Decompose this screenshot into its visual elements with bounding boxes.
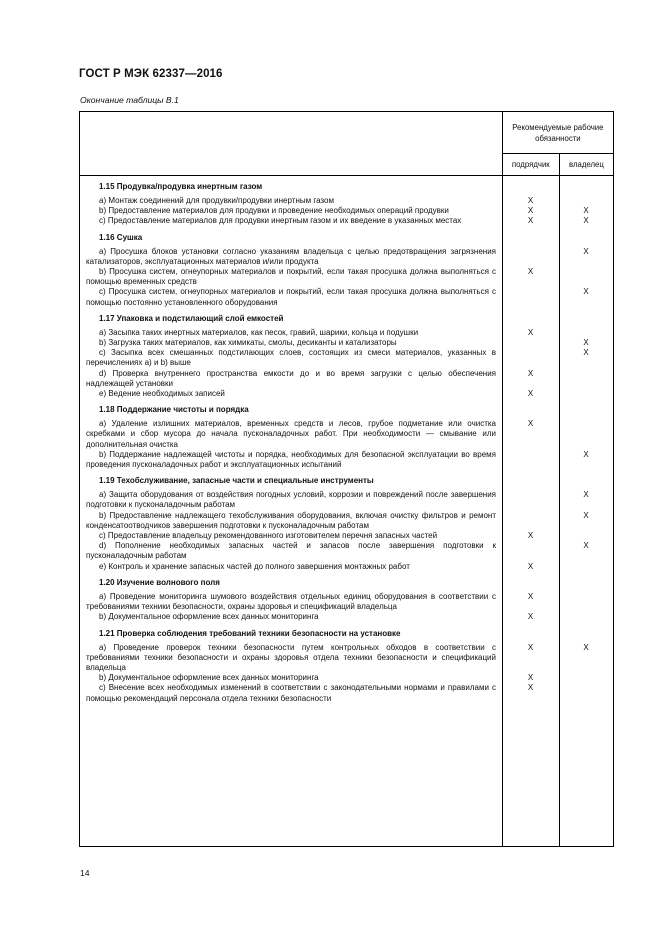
contractor-mark: X <box>527 683 534 693</box>
table-row <box>80 673 613 683</box>
contractor-mark: X <box>527 673 534 683</box>
duty-text: е) Контроль и хранение запасных частей до полного завершения монтажных работ <box>99 561 410 571</box>
table-row <box>80 541 613 561</box>
owner-mark: X <box>583 642 589 652</box>
table-section <box>80 227 613 308</box>
contractor-mark <box>502 450 559 470</box>
contractor-mark <box>502 338 559 348</box>
duties-table <box>79 111 614 847</box>
duty-text: с) Предоставление владельцу рекомендованного изготовителем перечня запасных частей <box>99 531 438 541</box>
contractor-mark <box>502 287 559 307</box>
contractor-mark: X <box>527 368 534 378</box>
section-title: 1.15 Продувка/продувка инертным газом <box>99 182 263 191</box>
contractor-mark <box>502 541 559 561</box>
contractor-mark: X <box>527 206 534 216</box>
contractor-mark: X <box>527 389 534 399</box>
table-row <box>80 592 613 612</box>
owner-mark <box>559 419 613 450</box>
owner-mark <box>559 328 613 338</box>
duty-text: а) Монтаж соединений для продувки/продувки инертным газом <box>99 196 334 205</box>
owner-mark: X <box>583 246 589 256</box>
contractor-mark: X <box>527 196 534 205</box>
header-blank-cell <box>80 112 503 176</box>
duty-text: d) Проверка внутреннего пространства емкости до и во время загрузки с целью обеспечения надлежащей установки <box>86 368 496 388</box>
duty-text: с) Внесение всех необходимых изменений в соответствии с законодательными нормами и правилами с помощью рекомендаций персонала отдела техники безопасности <box>86 683 496 703</box>
table-section <box>80 572 613 623</box>
duty-text: b) Предоставление материалов для продувки и проведение необходимых операций продувки <box>99 206 449 216</box>
duty-text: d) Пополнение необходимых запасных частей и запасов после завершения подготовки к пусконаладочным работам <box>86 541 496 561</box>
duty-text: е) Ведение необходимых записей <box>99 389 225 399</box>
owner-mark <box>559 369 613 389</box>
owner-mark <box>559 267 613 287</box>
table-section <box>80 623 613 704</box>
contractor-mark <box>502 247 559 267</box>
duty-text: b) Документальное оформление всех данных мониторинга <box>99 612 319 622</box>
contractor-mark: X <box>527 531 534 541</box>
duty-text: а) Просушка блоков установки согласно указаниям владельца с целью предотвращения загрязнения катализаторов, эксплуатационных материалов и/или продукта <box>86 246 496 266</box>
owner-mark: X <box>583 287 589 297</box>
owner-mark <box>559 683 613 703</box>
duty-text: b) Просушка систем, огнеупорных материалов и покрытий, если такая просушка должна выполняться с помощью временных средств <box>86 267 496 287</box>
duty-text: b) Загрузка таких материалов, как химикаты, смолы, десиканты и катализаторы <box>99 338 397 348</box>
recommended-duties-label: Рекомендуемые рабочие обязанности <box>512 122 604 143</box>
contractor-mark: X <box>527 419 534 429</box>
contractor-mark: X <box>527 267 534 277</box>
contractor-mark: X <box>527 561 534 571</box>
section-title: 1.19 Техобслуживание, запасные части и специальные инструменты <box>99 476 374 486</box>
owner-mark <box>559 389 613 399</box>
duty-text: а) Удаление излишних материалов, временных средств и лесов, грубое подметание или очистка скребками и сбор мусора до начала пусконаладочных работ. При необходимости — смывание или дополнительная очистка <box>86 419 496 449</box>
table-row <box>80 389 613 399</box>
contractor-column-header: подрядчик <box>502 154 559 176</box>
table-row <box>80 450 613 470</box>
table-row <box>80 562 613 572</box>
section-title: 1.16 Сушка <box>99 232 143 242</box>
owner-mark: X <box>583 541 589 551</box>
table-row <box>80 216 613 226</box>
table-continuation-caption: Окончание таблицы В.1 <box>80 95 179 105</box>
table-section <box>80 176 613 227</box>
owner-mark <box>559 592 613 612</box>
duty-text: а) Проведение проверок техники безопасности путем контрольных обходов в соответствии с требованиями техники безопасности и охраны здоровья отдела техники безопасности и спецификаций владельца <box>86 642 496 672</box>
owner-mark: X <box>583 348 589 358</box>
table-row <box>80 287 613 307</box>
owner-mark: X <box>583 490 589 500</box>
contractor-mark: X <box>527 327 534 337</box>
owner-mark <box>559 612 613 622</box>
duty-text: а) Засыпка таких инертных материалов, как песок, гравий, шарики, кольца и подушки <box>99 327 419 337</box>
section-title: 1.18 Поддержание чистоты и порядка <box>99 405 249 415</box>
contractor-mark <box>502 348 559 368</box>
table-section <box>80 308 613 399</box>
owner-mark <box>559 196 613 206</box>
duty-text: b) Поддержание надлежащей чистоты и порядка, необходимых для безопасной эксплуатации во время проведения пусконаладочных работ и эксплуатационных испытаний <box>86 449 496 470</box>
standard-title: ГОСТ Р МЭК 62337—2016 <box>79 68 223 80</box>
table-row <box>80 419 613 450</box>
table-row <box>80 683 613 703</box>
contractor-mark: X <box>527 216 534 226</box>
contractor-mark: X <box>527 591 534 601</box>
table-row <box>80 247 613 267</box>
table-section <box>80 470 613 572</box>
table-row <box>80 338 613 348</box>
table-row <box>80 511 613 531</box>
duty-text: а) Проведение мониторинга шумового воздействия отдельных единиц оборудования в соответствии с требованиями техники безопасности, охраны здоровья и спецификаций владельца <box>86 591 496 612</box>
owner-mark: X <box>583 206 589 216</box>
owner-mark: X <box>583 449 589 459</box>
contractor-mark <box>502 490 559 510</box>
duty-text: с) Предоставление материалов для продувки инертным газом и их введение в указанных местах <box>99 216 462 226</box>
table-body-cell <box>80 176 614 847</box>
contractor-mark: X <box>527 612 534 622</box>
section-title: 1.20 Изучение волнового поля <box>99 577 220 587</box>
duty-text: с) Засыпка всех смешанных подстилающих слоев, состоящих из смеси материалов, указанных в перечислениях а) и b) выше <box>86 348 496 368</box>
owner-column-header: владелец <box>559 154 613 176</box>
table-row <box>80 206 613 216</box>
recommended-duties-header <box>502 112 613 154</box>
table-row <box>80 490 613 510</box>
owner-mark: X <box>583 338 589 348</box>
contractor-mark: X <box>527 642 534 652</box>
table-section <box>80 399 613 470</box>
section-title: 1.21 Проверка соблюдения требований техники безопасности на установке <box>99 628 401 638</box>
table-row <box>80 328 613 338</box>
duty-text: а) Защита оборудования от воздействия погодных условий, коррозии и повреждений после завершения подготовки к пусконаладочным работам <box>86 490 496 510</box>
table-row <box>80 643 613 674</box>
table-row <box>80 531 613 541</box>
page-number: 14 <box>80 868 90 878</box>
duty-text: с) Просушка систем, огнеупорных материалов и покрытий, если такая просушка должна выполняться с помощью постоянно установленного оборудования <box>86 287 496 307</box>
owner-mark <box>559 562 613 572</box>
table-row <box>80 267 613 287</box>
section-title: 1.17 Упаковка и подстилающий слой емкостей <box>99 313 284 323</box>
sections-container <box>80 176 613 704</box>
owner-mark: X <box>583 216 589 226</box>
duty-text: b) Документальное оформление всех данных мониторинга <box>99 673 319 683</box>
owner-mark <box>559 673 613 683</box>
duty-text: b) Предоставление надлежащего техобслуживания оборудования, включая очистку фильтров и ремонт конденсатоотводчиков завершения подготовки к пусконаладочным работам <box>86 510 496 530</box>
table-row <box>80 612 613 622</box>
owner-mark <box>559 531 613 541</box>
table-row <box>80 369 613 389</box>
table-row <box>80 196 613 206</box>
table-row <box>80 348 613 368</box>
contractor-mark <box>502 511 559 531</box>
owner-mark: X <box>583 510 589 520</box>
